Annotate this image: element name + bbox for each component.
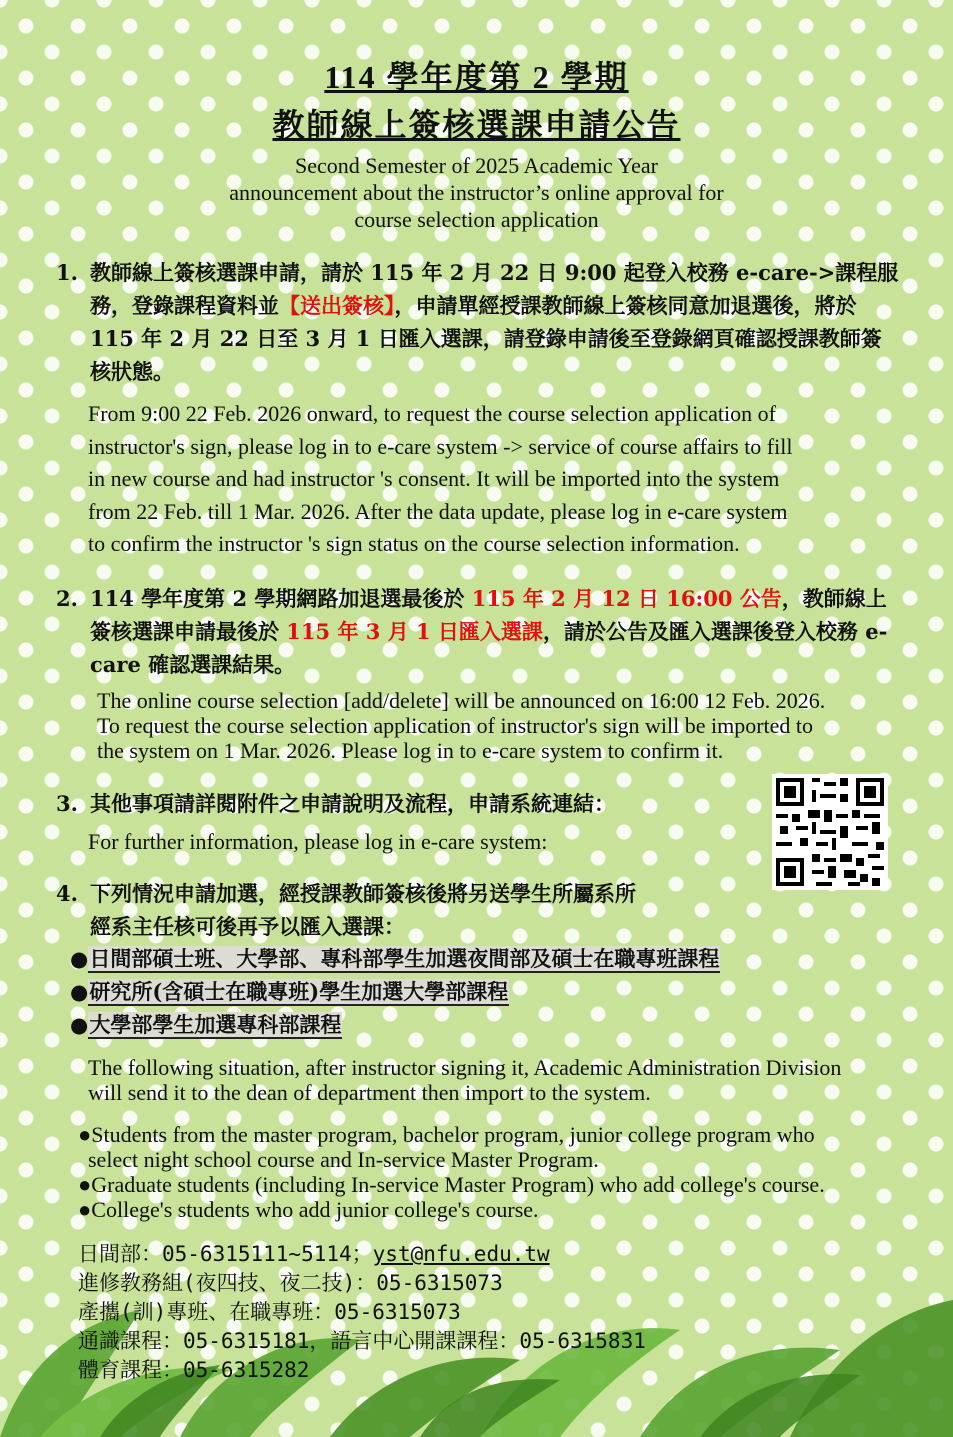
list-item: ●大學部學生加選專科部課程: [70, 1012, 342, 1037]
list-item: ●Students from the master program, bachelor program, junior college program who: [78, 1122, 815, 1147]
item-1-chinese: 1. 教師線上簽核選課申請，請於 115 年 2 月 22 日 9:00 起登入校務 e-care->課程服務，登錄課程資料並【送出簽核】，申請單經授課教師線上簽核同意加退選後，將於 115 年 2 月 22 日至 3 月 1 日匯入選課，請登錄申請後至登錄網頁確認授課教師簽核狀態。: [56, 260, 899, 384]
item-3-chinese: 3. 其他事項請詳閱附件之申請說明及流程，申請系統連結：: [56, 791, 615, 816]
list-item-continuation: select night school course and In-service Master Program.: [88, 1147, 599, 1172]
item-2-english: The online course selection [add/delete] will be announced on 16:00 12 Feb. 2026. To request the course selection application of instructor's sign will be imported to the system on 1 Mar. 2026. Please log in to e-care system to confirm it.: [97, 688, 826, 763]
title-line-2: 教師線上簽核選課申請公告: [272, 107, 681, 143]
item-4-chinese-bullets: [70, 942, 930, 1041]
item-4-english-bullets: [78, 1122, 938, 1222]
email-link[interactable]: yst@nfu.edu.tw: [372, 1242, 550, 1266]
list-item: ●College's students who add junior college's course.: [78, 1197, 539, 1222]
list-item: ●Graduate students (including In-service Master Program) who add college's course.: [78, 1172, 825, 1197]
title-line-1: 114 學年度第 2 學期: [324, 59, 629, 95]
list-item: ●日間部碩士班、大學部、專科部學生加選夜間部及碩士在職專班課程: [70, 946, 720, 971]
item-4-english: The following situation, after instructor signing it, Academic Administration Division will send it to the dean of department then import to the system.: [88, 1055, 842, 1105]
item-4-chinese: 4. 下列情況申請加選，經授課教師簽核後將另送學生所屬系所 經系主任核可後再予以匯入選課：: [56, 881, 636, 939]
qr-code[interactable]: [772, 774, 888, 890]
list-item: ●研究所(含碩士在職專班)學生加選大學部課程: [70, 979, 509, 1004]
item-2-chinese: 2. 114 學年度第 2 學期網路加退選最後於 115 年 2 月 12 日 16:00 公告，教師線上簽核選課申請最後於 115 年 3 月 1 日匯入選課，請於公告及匯入選課後登入校務 e-care 確認選課結果。: [56, 586, 888, 677]
item-1-english: From 9:00 22 Feb. 2026 onward, to request the course selection application of instructor's sign, please log in to e-care system -> service of course affairs to fill in new course and had instructor 's consent. It will be imported into the system from 22 Feb. till 1 Mar. 2026. After the data update, please log in e-care system to confirm the instructor 's sign status on the course selection information.: [88, 401, 793, 556]
item-3-english: For further information, please log in e-care system:: [88, 829, 548, 854]
contact-info: 日間部：05-6315111~5114；yst@nfu.edu.tw 進修教務組(夜四技、夜二技)：05-6315073 產攜(訓)專班、在職專班：05-6315073 通識課程：05-6315181，語言中心開課課程：05-6315831 體育課程：05-6315282: [78, 1242, 646, 1382]
title-english: Second Semester of 2025 Academic Year announcement about the instructor’s online approval for course selection application: [229, 153, 724, 232]
